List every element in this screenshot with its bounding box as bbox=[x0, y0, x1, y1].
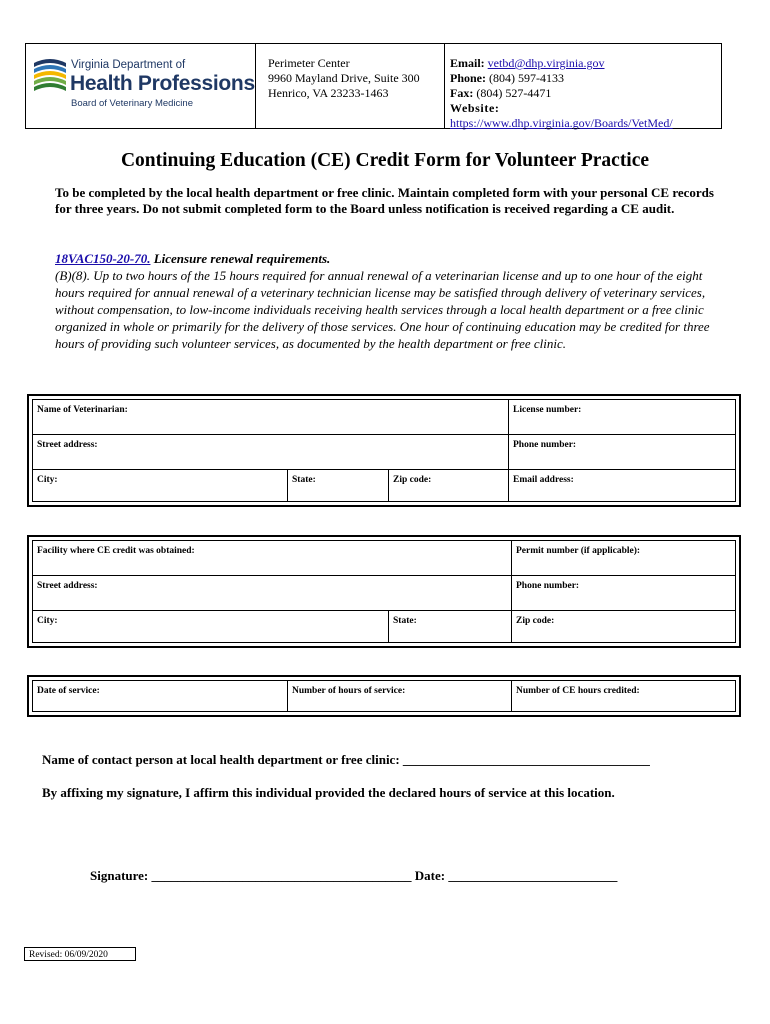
facility-phone-field[interactable]: Phone number: bbox=[511, 576, 735, 611]
vet-license-field[interactable]: License number: bbox=[508, 400, 735, 434]
vet-name-field[interactable]: Name of Veterinarian: bbox=[37, 405, 128, 415]
vet-row-2 bbox=[33, 434, 735, 470]
facility-permit-field[interactable]: Permit number (if applicable): bbox=[511, 541, 735, 575]
logo-text-line1: Virginia Department of bbox=[71, 59, 186, 71]
regulation-heading: Licensure renewal requirements. bbox=[150, 251, 331, 266]
revision-date: Revised: 06/09/2020 bbox=[24, 947, 136, 961]
logo-text-line3: Board of Veterinary Medicine bbox=[71, 98, 193, 109]
fax-label: Fax: bbox=[450, 86, 474, 100]
letterhead bbox=[25, 43, 722, 129]
address-line1: Perimeter Center bbox=[268, 56, 350, 70]
date-of-service-field[interactable]: Date of service: bbox=[37, 686, 100, 696]
contact-person-line[interactable]: Name of contact person at local health department or free clinic: ______________________________________ bbox=[42, 752, 650, 767]
service-info-table bbox=[27, 675, 741, 717]
vet-street-field[interactable]: Street address: bbox=[37, 440, 98, 450]
address-line2: 9960 Mayland Drive, Suite 300 bbox=[268, 71, 420, 85]
regulation-text bbox=[55, 250, 725, 352]
facility-info-table bbox=[27, 535, 741, 648]
hours-of-service-field[interactable]: Number of hours of service: bbox=[287, 681, 511, 711]
facility-zip-field[interactable]: Zip code: bbox=[511, 611, 735, 642]
vet-city-field[interactable]: City: bbox=[37, 475, 58, 485]
facility-state-field[interactable]: State: bbox=[388, 611, 511, 642]
fax-value: (804) 527-4471 bbox=[476, 86, 552, 100]
vet-state-field[interactable]: State: bbox=[287, 470, 388, 501]
facility-row-2 bbox=[33, 575, 735, 611]
facility-name-field[interactable]: Facility where CE credit was obtained: bbox=[37, 546, 195, 556]
vet-zip-field[interactable]: Zip code: bbox=[388, 470, 508, 501]
contact-info bbox=[445, 44, 721, 128]
facility-row-3 bbox=[33, 610, 735, 642]
vet-phone-field[interactable]: Phone number: bbox=[508, 435, 735, 470]
website-label: Website: bbox=[450, 101, 500, 115]
service-row bbox=[33, 681, 735, 711]
vet-row-3 bbox=[33, 469, 735, 501]
facility-row-1 bbox=[33, 541, 735, 575]
form-title: Continuing Education (CE) Credit Form for Volunteer Practice bbox=[120, 150, 650, 171]
agency-logo bbox=[26, 44, 256, 128]
dhp-logo-icon bbox=[32, 55, 68, 107]
website-link[interactable]: https://www.dhp.virginia.gov/Boards/VetMed/ bbox=[450, 116, 673, 130]
email-link[interactable]: vetbd@dhp.virginia.gov bbox=[487, 56, 605, 70]
facility-city-field[interactable]: City: bbox=[37, 616, 58, 626]
email-label: Email: bbox=[450, 56, 485, 70]
vet-email-field[interactable]: Email address: bbox=[508, 470, 735, 501]
logo-text-line2: Health Professions bbox=[70, 72, 255, 95]
vet-row-1 bbox=[33, 400, 735, 434]
affirmation-statement: By affixing my signature, I affirm this individual provided the declared hours of service at this location. bbox=[42, 785, 615, 800]
regulation-citation-link[interactable]: 18VAC150-20-70. bbox=[55, 251, 151, 266]
signature-date-line[interactable]: Signature: ________________________________________ Date: __________________________ bbox=[90, 868, 618, 883]
facility-street-field[interactable]: Street address: bbox=[37, 581, 98, 591]
phone-label: Phone: bbox=[450, 71, 486, 85]
phone-value: (804) 597-4133 bbox=[489, 71, 564, 85]
mailing-address bbox=[256, 44, 445, 128]
instructions: To be completed by the local health department or free clinic. Maintain completed form with your personal CE records for three years. Do not submit completed form to the Board unless notification is received regarding a CE audit. bbox=[55, 185, 714, 216]
veterinarian-info-table bbox=[27, 394, 741, 507]
address-line3: Henrico, VA 23233-1463 bbox=[268, 86, 389, 100]
ce-hours-credited-field[interactable]: Number of CE hours credited: bbox=[511, 681, 735, 711]
regulation-body: (B)(8). Up to two hours of the 15 hours required for annual renewal of a veterinarian license and up to one hour of the eight hours required for annual renewal of a veterinary technician license may be satisfied through delivery of veterinary services, without compensation, to low-income individuals receiving health services through a local health department or a free clinic organized in whole or primarily for the delivery of those services. One hour of continuing education may be credited for three hours of providing such volunteer services, as documented by the health department or free clinic. bbox=[55, 268, 710, 351]
